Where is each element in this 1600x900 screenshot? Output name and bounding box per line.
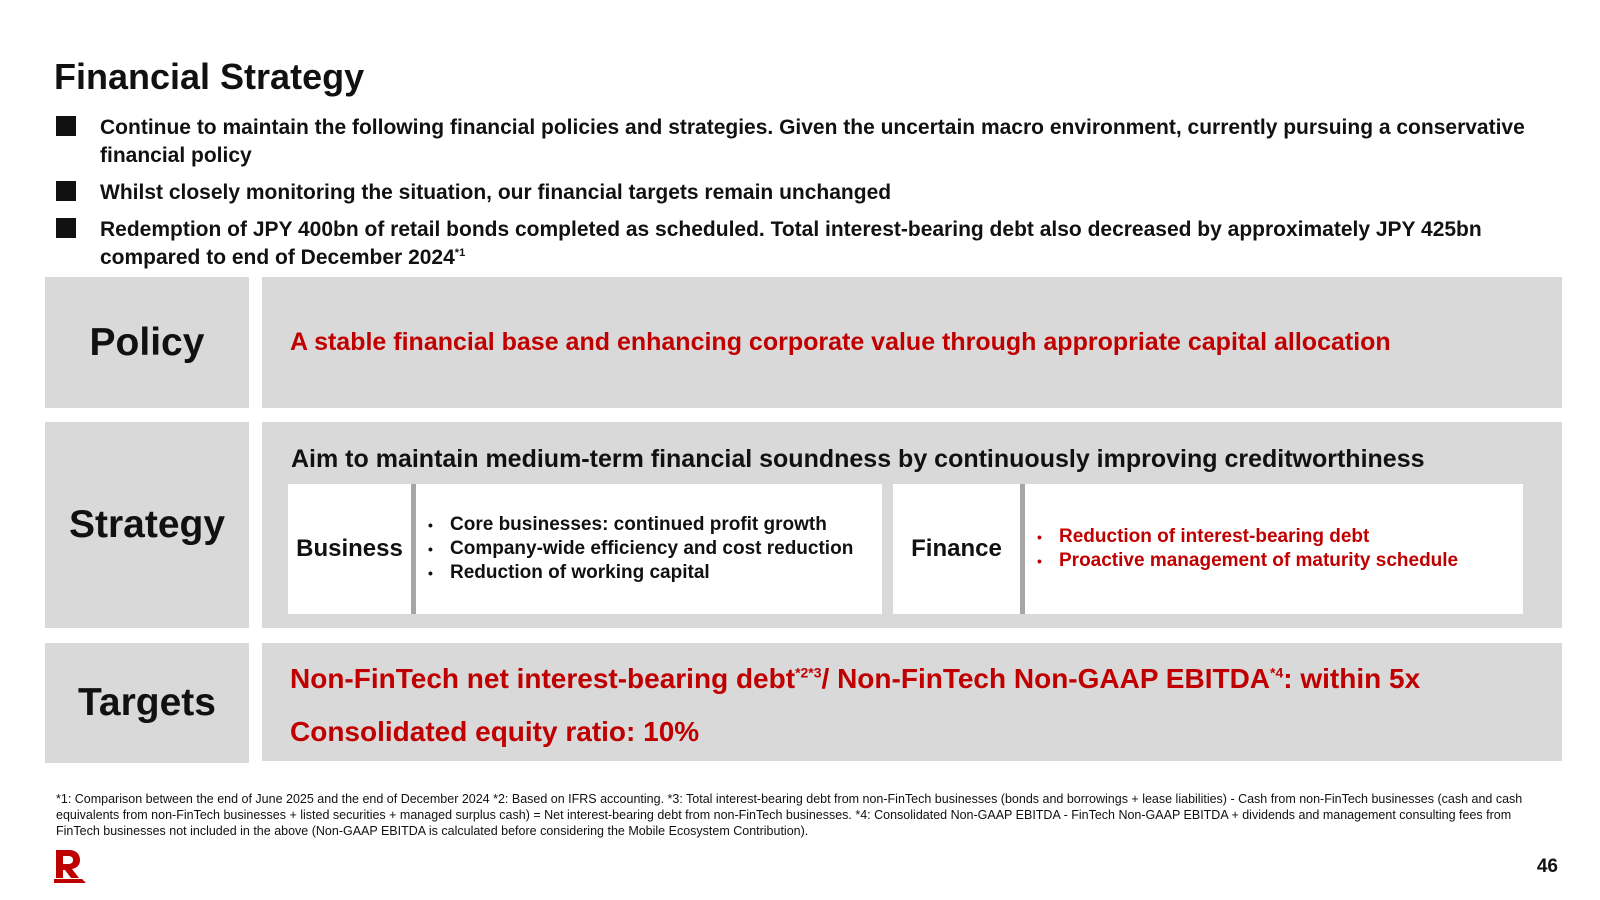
policy-label: Policy xyxy=(45,277,249,408)
target-text: / Non-FinTech Non-GAAP EBITDA xyxy=(821,663,1271,694)
bullet-dot-icon: • xyxy=(428,517,433,533)
target-text: Non-FinTech net interest-bearing debt xyxy=(290,663,796,694)
finance-panel xyxy=(893,484,1523,614)
rakuten-r-logo-icon xyxy=(52,848,88,884)
business-label: Business xyxy=(288,484,416,614)
policy-content xyxy=(262,277,1562,408)
business-list xyxy=(416,484,853,614)
list-item xyxy=(428,537,853,561)
finance-list xyxy=(1025,484,1458,614)
list-item-text: Reduction of interest-bearing debt xyxy=(1059,526,1370,547)
summary-bullets xyxy=(56,114,1556,281)
footnote-ref: *2*3 xyxy=(795,664,822,681)
summary-bullet-text: Redemption of JPY 400bn of retail bonds completed as scheduled. Total interest-bearing debt also decreased by approximately JPY 425bn compared to end of December 2024 xyxy=(100,218,1482,269)
list-item-text: Company-wide efficiency and cost reduction xyxy=(450,538,854,559)
footnote: *1: Comparison between the end of June 2025 and the end of December 2024 *2: Based on IFRS accounting. *3: Total interest-bearing debt from non-FinTech businesses (bonds and borrowings + lease liabilities) - Cash from non-FinTech businesses (cash and cash equivalents from non-FinTech businesses + listed securities + managed surplus cash) = Net interest-bearing debt from non-FinTech businesses. *4: Consolidated Non-GAAP EBITDA - FinTech Non-GAAP EBITDA + dividends and management consulting fees from FinTech businesses not included in the above (Non-GAAP EBITDA is calculated before considering the Mobile Ecosystem Contribution). xyxy=(56,792,1523,838)
bullet-dot-icon: • xyxy=(1037,553,1042,569)
summary-bullet-text: Continue to maintain the following financial policies and strategies. Given the uncertain macro environment, currently pursuing a conservative financial policy xyxy=(100,116,1525,167)
strategy-aim-text: Aim to maintain medium-term financial soundness by continuously improving creditworthiness xyxy=(291,445,1425,473)
summary-bullet xyxy=(56,179,1556,207)
targets-label: Targets xyxy=(45,643,249,763)
strategy-label: Strategy xyxy=(45,422,249,628)
footnote-ref: *1 xyxy=(454,247,466,259)
list-item-text: Core businesses: continued profit growth xyxy=(450,514,827,535)
list-item-text: Reduction of working capital xyxy=(450,562,710,583)
square-bullet-icon xyxy=(56,218,76,238)
list-item xyxy=(1037,525,1458,549)
bullet-dot-icon: • xyxy=(428,565,433,581)
policy-text: A stable financial base and enhancing corporate value through appropriate capital allocation xyxy=(290,328,1391,356)
target-equity-ratio: Consolidated equity ratio: 10% xyxy=(290,716,700,747)
summary-bullet xyxy=(56,114,1556,170)
list-item xyxy=(428,561,853,585)
business-panel xyxy=(288,484,882,614)
list-item xyxy=(428,513,853,537)
strategy-content xyxy=(262,422,1562,628)
list-item xyxy=(1037,549,1458,573)
summary-bullet xyxy=(56,216,1556,272)
target-leverage xyxy=(290,663,1420,695)
bullet-dot-icon: • xyxy=(428,541,433,557)
square-bullet-icon xyxy=(56,116,76,136)
list-item-text: Proactive management of maturity schedule xyxy=(1059,550,1459,571)
footnote-ref: *4 xyxy=(1270,664,1284,681)
finance-label: Finance xyxy=(893,484,1025,614)
page-number: 46 xyxy=(1536,856,1558,877)
summary-bullet-text-wrapper xyxy=(100,216,1556,272)
page-title: Financial Strategy xyxy=(54,56,365,97)
target-text: : within 5x xyxy=(1283,663,1421,694)
summary-bullet-text: Whilst closely monitoring the situation, our financial targets remain unchanged xyxy=(100,181,892,204)
square-bullet-icon xyxy=(56,181,76,201)
targets-content xyxy=(262,643,1562,761)
bullet-dot-icon: • xyxy=(1037,529,1042,545)
